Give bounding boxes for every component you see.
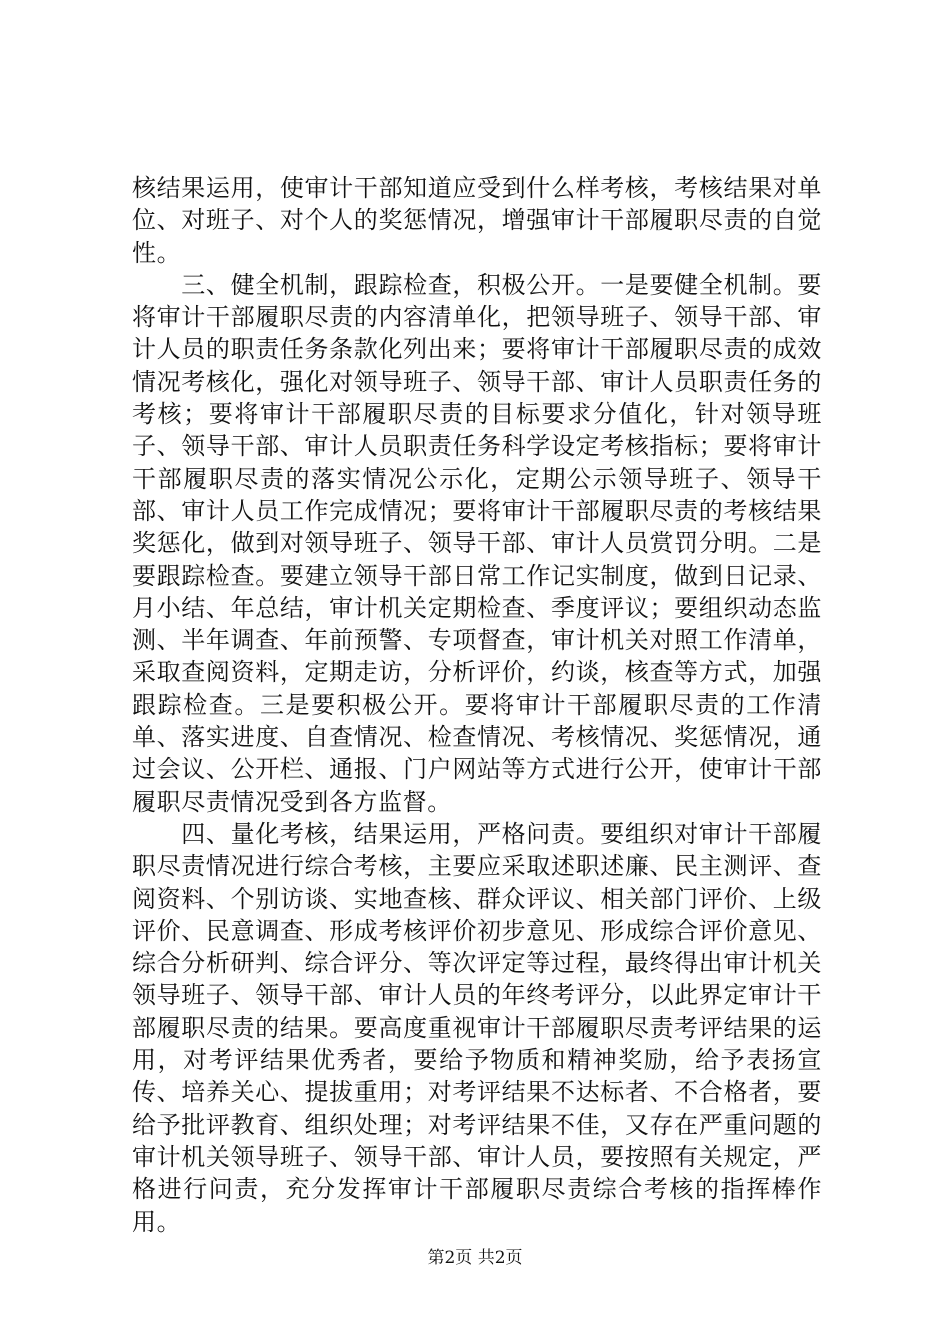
page-footer: 第2页 共2页 [427,1248,523,1268]
paragraph-3: 四、量化考核，结果运用，严格问责。要组织对审计干部履职尽责情况进行综合考核，主要应采取述职述廉、民主测评、查阅资料、个别访谈、实地查核、群众评议、相关部门评价、上级评价、民意调查、形成考核评价初步意见、形成综合评价意见、综合分析研判、综合评分、等次评定等过程，最终得出审计机关领导班子、领导干部、审计人员的年终考评分，以此界定审计干部履职尽责的结果。要高度重视审计干部履职尽责考评结果的运用，对考评结果优秀者，要给予物质和精神奖励，给予表扬宣传、培养关心、提拔重用；对考评结果不达标者、不合格者，要给予批评教育、组织处理；对考评结果不佳，又存在严重问题的审计机关领导班子、领导干部、审计人员，要按照有关规定，严格进行问责，充分发挥审计干部履职尽责综合考核的指挥棒作用。 [132,819,822,1236]
paragraph-2: 三、健全机制，跟踪检查，积极公开。一是要健全机制。要将审计干部履职尽责的内容清单化，把领导班子、领导干部、审计人员的职责任务条款化列出来；要将审计干部履职尽责的成效情况考核化，强化对领导班子、领导干部、审计人员职责任务的考核；要将审计干部履职尽责的目标要求分值化，针对领导班子、领导干部、审计人员职责任务科学设定考核指标；要将审计干部履职尽责的落实情况公示化，定期公示领导班子、领导干部、审计人员工作完成情况；要将审计干部履职尽责的考核结果奖惩化，做到对领导班子、领导干部、审计人员赏罚分明。二是要跟踪检查。要建立领导干部日常工作记实制度，做到日记录、月小结、年总结，审计机关定期检查、季度评议；要组织动态监测、半年调查、年前预警、专项督查，审计机关对照工作清单，采取查阅资料，定期走访，分析评价，约谈，核查等方式，加强跟踪检查。三是要积极公开。要将审计干部履职尽责的工作清单、落实进度、自查情况、检查情况、考核情况、奖惩情况，通过会议、公开栏、通报、门户网站等方式进行公开，使审计干部履职尽责情况受到各方监督。 [132,270,822,816]
document-body [132,172,822,1238]
paragraph-1: 核结果运用，使审计干部知道应受到什么样考核，考核结果对单位、对班子、对个人的奖惩情况，增强审计干部履职尽责的自觉性。 [132,174,822,267]
